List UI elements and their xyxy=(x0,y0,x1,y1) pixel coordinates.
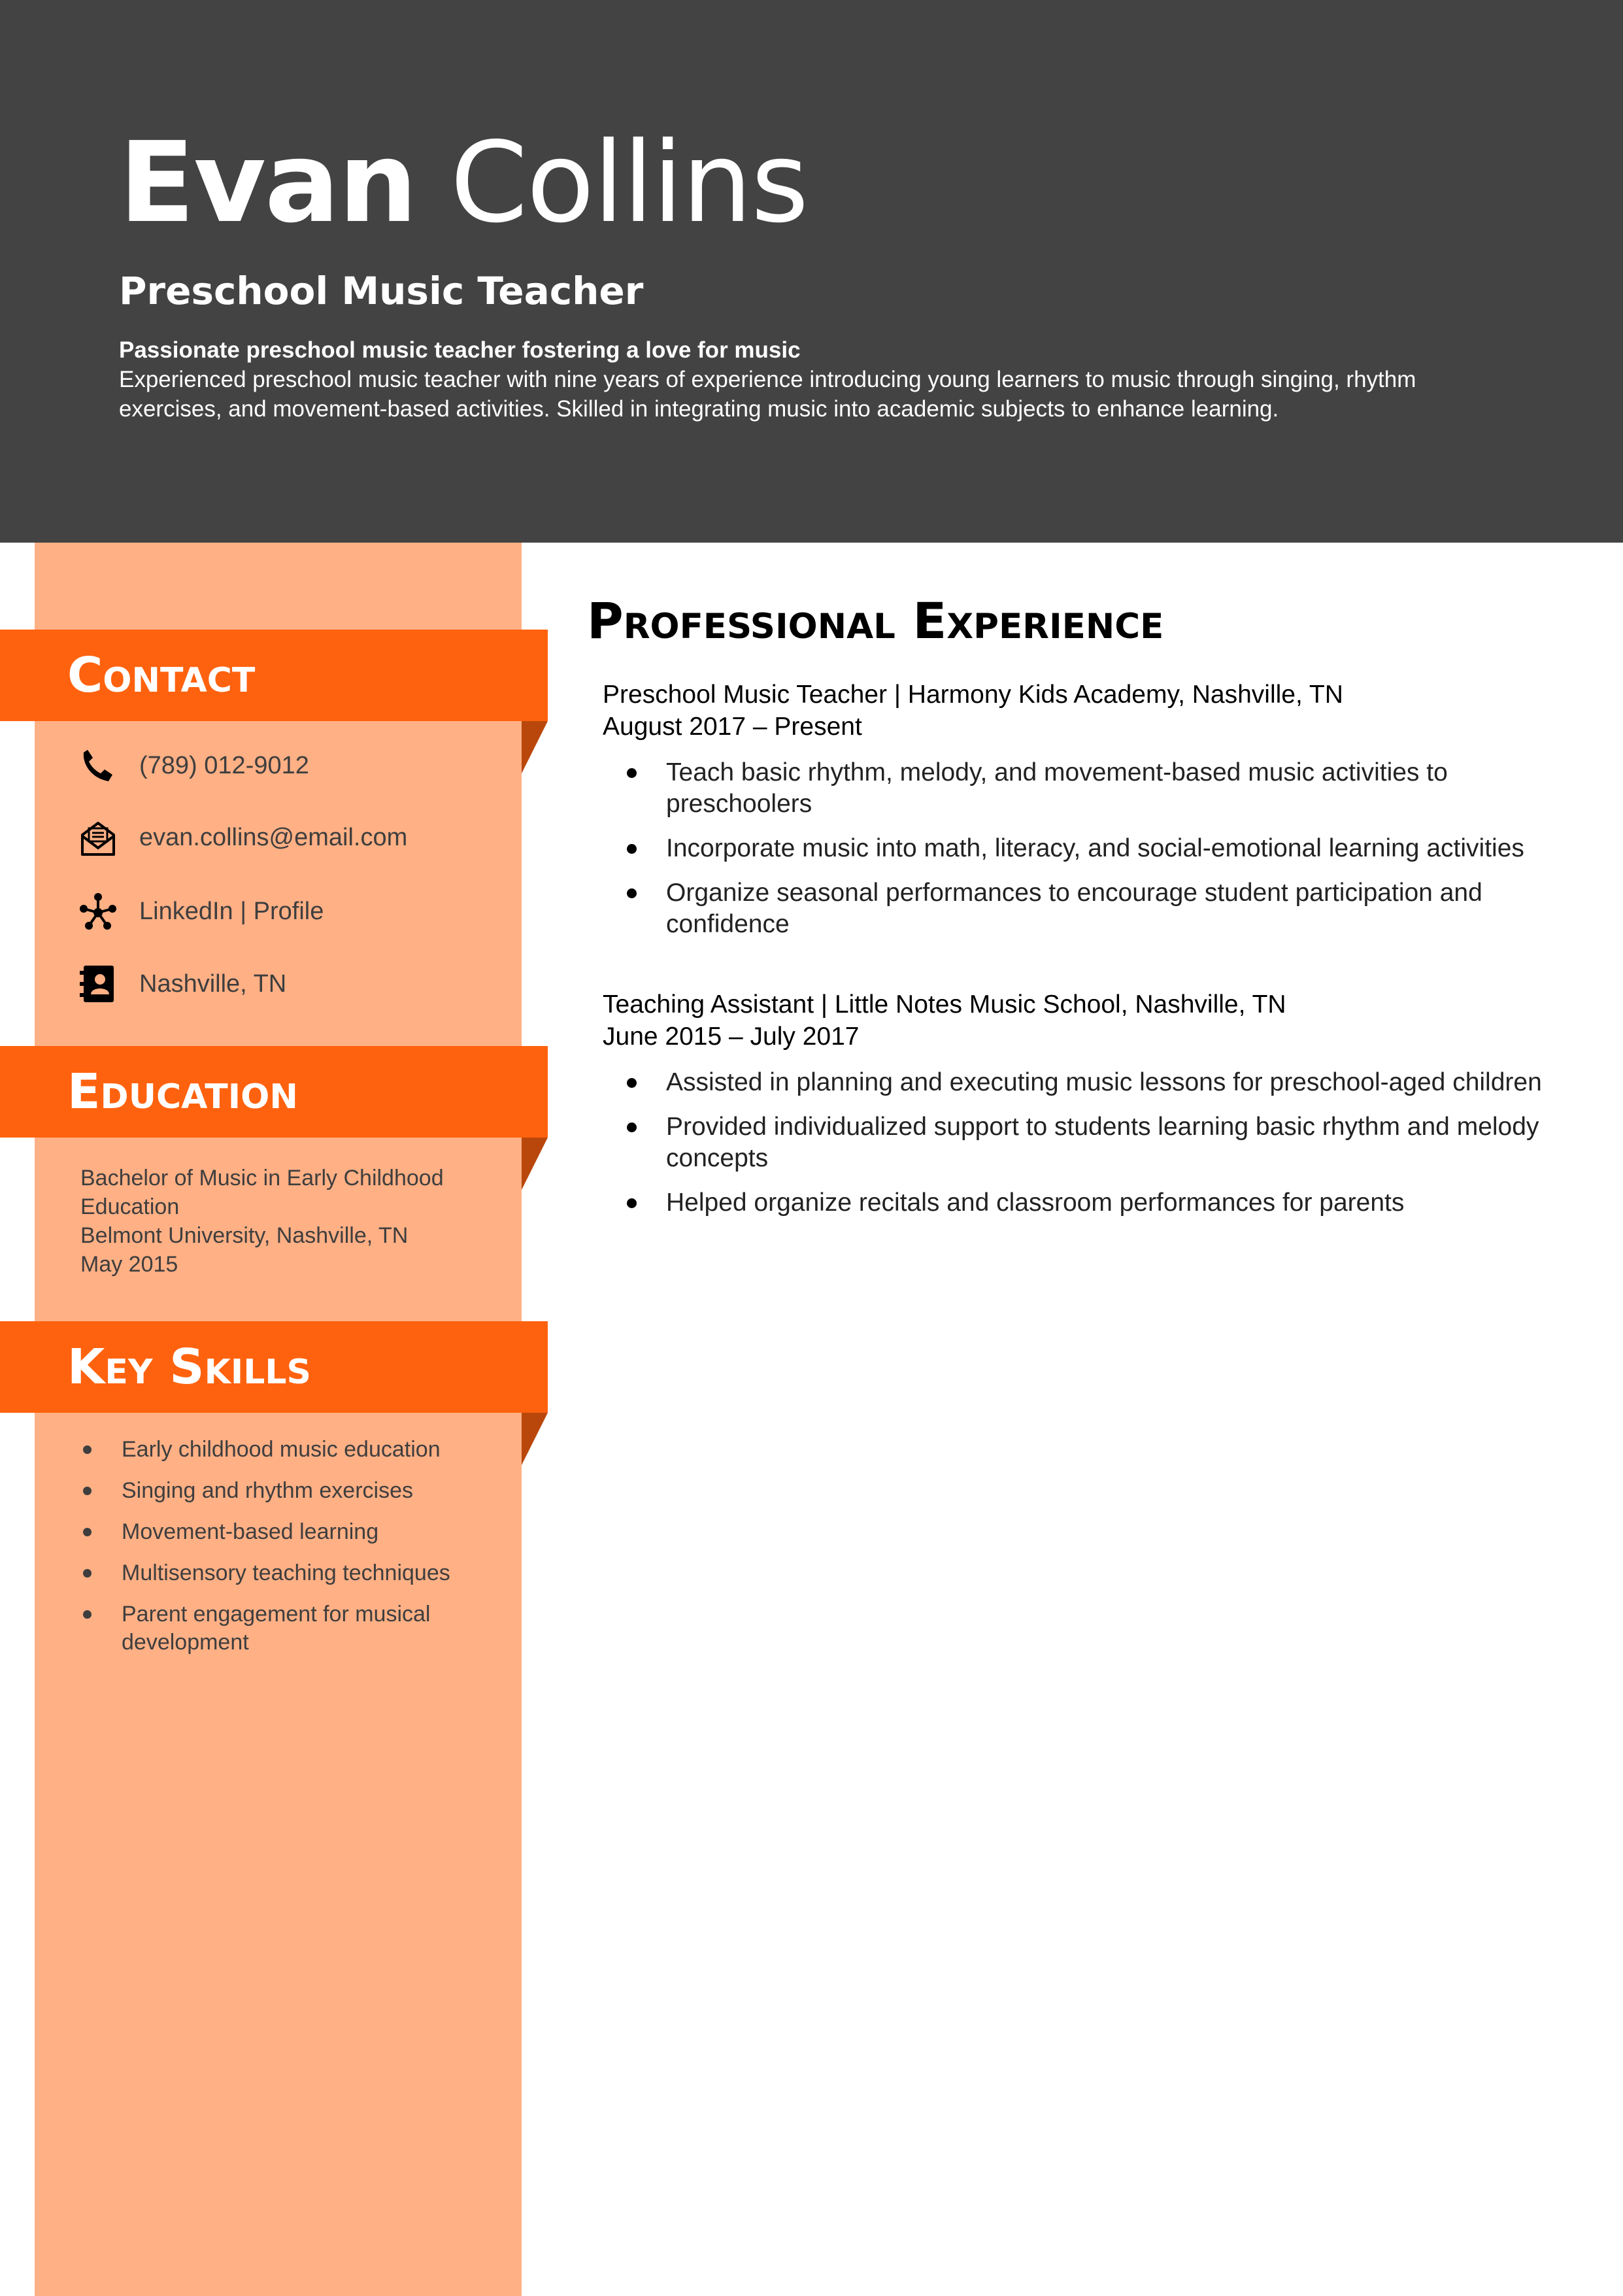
envelope-icon xyxy=(78,818,118,857)
contact-phone-text[interactable]: (789) 012-9012 xyxy=(139,752,309,779)
candidate-name xyxy=(119,111,807,255)
job-bullet: Assisted in planning and executing music lessons for preschool-aged children xyxy=(603,1067,1594,1098)
skill-item: Parent engagement for musical development xyxy=(80,1600,499,1657)
job-2-dates: June 2015 – July 2017 xyxy=(603,1022,860,1051)
skills-heading: Key Skills xyxy=(67,1339,311,1395)
job-entry-1 xyxy=(603,679,1583,953)
job-separator: | xyxy=(814,990,835,1019)
skill-item: Multisensory teaching techniques xyxy=(80,1559,499,1587)
skills-band-fold xyxy=(522,1413,548,1465)
summary-text: Experienced preschool music teacher with nine years of experience introducing young learners to music through singing, rhythm exercises, and movement-based activities. Skilled in integrating music into academic subjects to enhance learning. xyxy=(119,367,1416,422)
job-1-dates: August 2017 – Present xyxy=(603,713,862,741)
job-1-bullets xyxy=(603,757,1583,940)
job-2-role: Teaching Assistant xyxy=(603,990,814,1019)
last-name: Collins xyxy=(450,118,808,248)
first-name: Evan xyxy=(119,118,416,248)
job-title: Preschool Music Teacher xyxy=(119,269,644,313)
phone-icon xyxy=(78,746,118,785)
education-degree-cont: Education xyxy=(80,1194,180,1219)
job-2-title-line xyxy=(603,988,1583,1021)
contact-email-text[interactable]: evan.collins@email.com xyxy=(139,824,408,851)
education-degree: Bachelor of Music in Early Childhood xyxy=(80,1166,444,1190)
job-1-role: Preschool Music Teacher xyxy=(603,681,887,709)
contact-band-fold xyxy=(522,721,548,773)
job-bullet: Incorporate music into math, literacy, and social-emotional learning activities xyxy=(603,833,1594,864)
job-2-bullets xyxy=(603,1067,1583,1219)
contact-location-text: Nashville, TN xyxy=(139,970,287,998)
contact-band xyxy=(0,630,548,721)
contact-linkedin-text[interactable]: LinkedIn | Profile xyxy=(139,898,324,925)
job-bullet: Teach basic rhythm, melody, and movement-based music activities to preschoolers xyxy=(603,757,1594,820)
education-heading: Education xyxy=(67,1064,298,1120)
education-band-fold xyxy=(522,1138,548,1190)
skill-item: Movement-based learning xyxy=(80,1518,499,1546)
summary-tagline: Passionate preschool music teacher fostering a love for music xyxy=(119,337,801,363)
skills-list xyxy=(80,1436,499,1670)
address-book-icon xyxy=(78,964,118,1004)
skill-item: Singing and rhythm exercises xyxy=(80,1477,499,1505)
linkedin-network-icon xyxy=(78,892,118,931)
header-banner xyxy=(0,0,1623,543)
sidebar xyxy=(35,543,522,2296)
job-separator: | xyxy=(886,681,908,709)
job-bullet: Organize seasonal performances to encourage student participation and confidence xyxy=(603,877,1594,940)
skill-item: Early childhood music education xyxy=(80,1436,499,1464)
job-1-title-line xyxy=(603,679,1583,711)
job-2-company: Little Notes Music School, Nashville, TN xyxy=(834,990,1286,1019)
contact-heading: Contact xyxy=(67,647,256,703)
job-entry-2 xyxy=(603,988,1583,1232)
job-1-company: Harmony Kids Academy, Nashville, TN xyxy=(907,681,1343,709)
job-bullet: Provided individualized support to students learning basic rhythm and melody concepts xyxy=(603,1111,1594,1174)
experience-heading: Professional Experience xyxy=(587,592,1164,650)
job-bullet: Helped organize recitals and classroom performances for parents xyxy=(603,1187,1594,1219)
skills-band xyxy=(0,1321,548,1413)
education-school: Belmont University, Nashville, TN xyxy=(80,1223,409,1248)
education-date: May 2015 xyxy=(80,1252,178,1277)
education-band xyxy=(0,1046,548,1138)
